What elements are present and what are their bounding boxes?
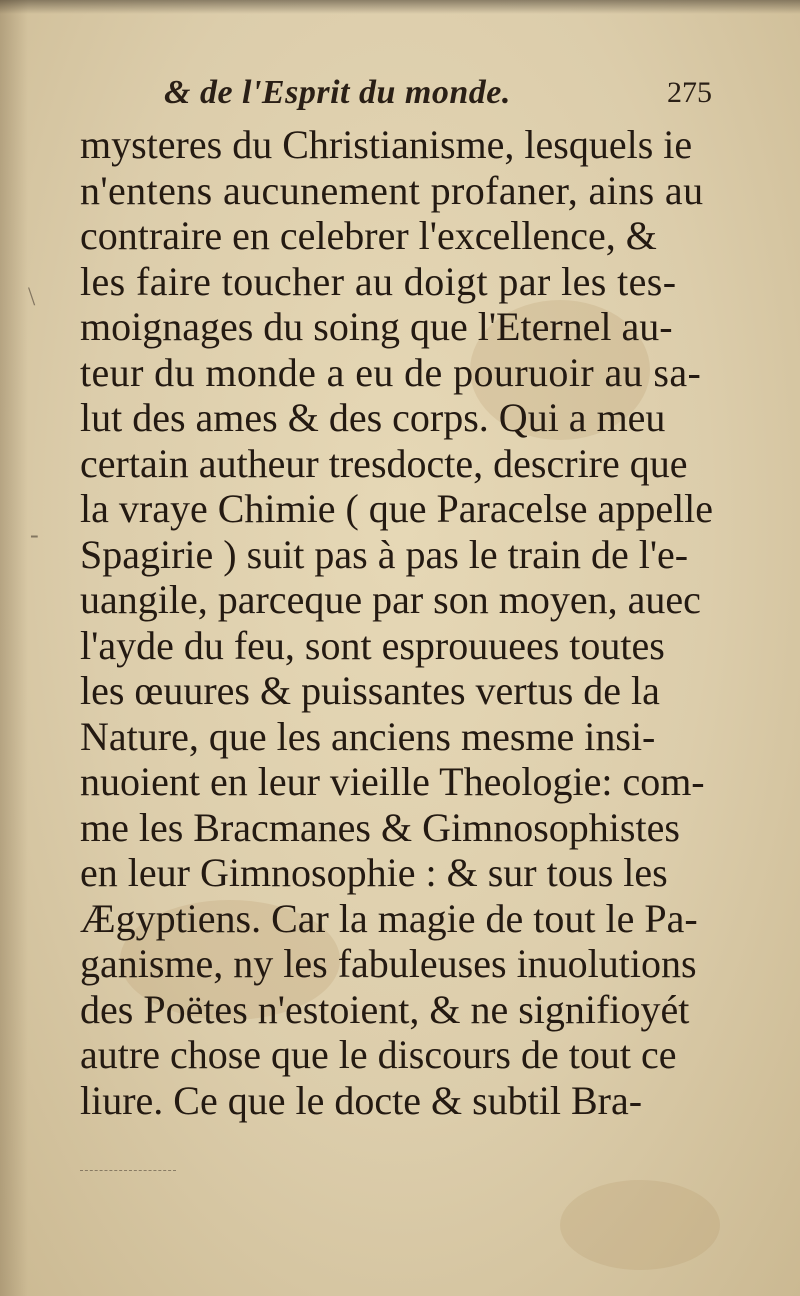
text-line: liure. Ce que le docte & subtil Bra- <box>80 1077 643 1123</box>
text-line: les œuures & puissantes vertus de la <box>80 668 660 713</box>
text-line: Spagirie ) suit pas à pas le train de l'e- <box>80 531 689 577</box>
text-line: ganisme, ny les fabuleuses inuolutions <box>80 941 697 986</box>
margin-mark: - <box>30 520 39 549</box>
body-text <box>80 122 720 1123</box>
text-line: n'entens aucunement profaner, ains au <box>80 167 704 213</box>
text-line: en leur Gimnosophie : & sur tous les <box>80 850 668 895</box>
paper-stain <box>560 1180 720 1270</box>
text-line: les faire toucher au doigt par les tes- <box>80 258 677 304</box>
text-line: contraire en celebrer l'excellence, & <box>80 213 657 258</box>
running-head: & de l'Esprit du monde. <box>164 74 511 111</box>
text-line: teur du monde a eu de pouruoir au sa- <box>80 349 702 395</box>
text-line: me les Bracmanes & Gimnosophistes <box>80 804 680 850</box>
text-line: nuoient en leur vieille Theologie: com- <box>80 759 705 804</box>
text-line: autre chose que le discours de tout ce <box>80 1032 677 1077</box>
text-line: Nature, que les anciens mesme insi- <box>80 713 656 759</box>
page-header <box>92 74 712 126</box>
page-top-edge <box>0 0 800 14</box>
page-number: 275 <box>667 76 712 109</box>
text-line: lut des ames & des corps. Qui a meu <box>80 395 666 440</box>
text-line: moignages du soing que l'Eternel au- <box>80 304 673 349</box>
text-line: des Poëtes n'estoient, & ne signifioyét <box>80 986 690 1032</box>
text-line: l'ayde du feu, sont esprouuees toutes <box>80 622 665 668</box>
text-line: la vraye Chimie ( que Paracelse appelle <box>80 486 714 531</box>
text-line: Ægyptiens. Car la magie de tout le Pa- <box>80 895 698 941</box>
text-line: certain autheur tresdocte, descrire que <box>80 440 688 486</box>
catchword-underline <box>80 1170 176 1171</box>
text-line: mysteres du Christianisme, lesquels ie <box>80 122 693 167</box>
spine-shadow <box>0 0 28 1296</box>
text-line: uangile, parceque par son moyen, auec <box>80 577 701 622</box>
margin-mark: \ <box>28 282 36 311</box>
